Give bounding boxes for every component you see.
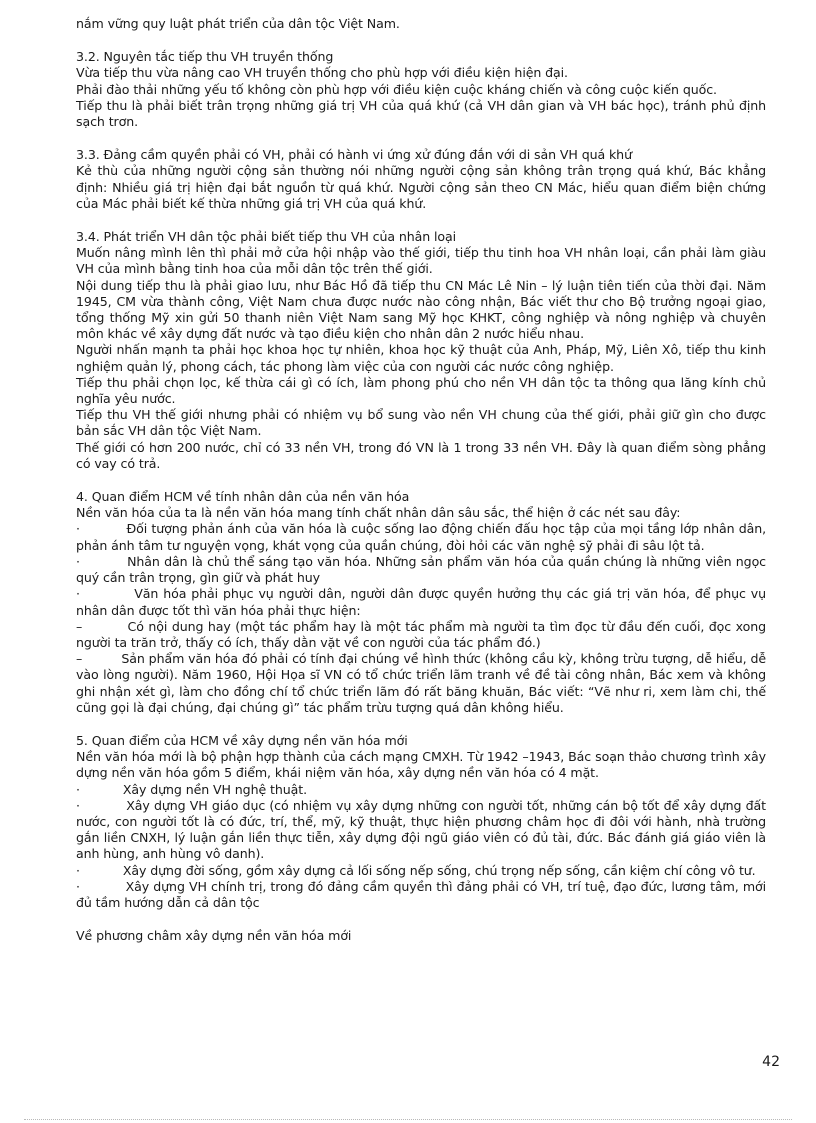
section-heading: 4. Quan điểm HCM về tính nhân dân của nền văn hóa bbox=[76, 489, 410, 505]
footer-divider bbox=[24, 1119, 792, 1120]
section-paragraph: Kẻ thù của những người cộng sản thường nói những người cộng sản không trân trọng quá khứ, Bác khẳng định: Nhiều giá trị hiện đại bắt nguồn từ quá khứ. Người cộng sản theo CN Mác, hiểu quan điểm biện chứng của Mác phải biết kế thừa những giá trị VH của quá khứ. bbox=[76, 163, 766, 211]
section-paragraph: – Có nội dung hay (một tác phẩm hay là một tác phẩm mà người ta tìm đọc từ đầu đến cuối, đọc xong người ta trăn trở, thấy có ích, thấy dằn vặt về con người của tác phẩm đó.) bbox=[76, 618, 766, 650]
section-paragraph: – Sản phẩm văn hóa đó phải có tính đại chúng về hình thức (không cầu kỳ, không trừu tượng, dễ hiểu, dễ vào lòng người). Năm 1960, Hội Họa sĩ VN có tổ chức triển lãm tranh về đề tài công nhân, Bác xem và không ghi nhận xét gì, làm cho đồng chí tổ chức triển lãm đó rất băng khuăn, Bác viết: “Vẽ như ri, xem làm chi, thế cũng gọi là đại chúng, đại chúng gì” tác phẩm trừu tượng quá dân không hiểu. bbox=[76, 651, 766, 715]
section-paragraph: Thế giới có hơn 200 nước, chỉ có 33 nền VH, trong đó VN là 1 trong 33 nền VH. Đây là quan điểm sòng phẳng có vay có trả. bbox=[76, 439, 766, 471]
section-heading: 3.2. Nguyên tắc tiếp thu VH truyền thống bbox=[76, 49, 334, 65]
section-paragraph: Phải đào thải những yếu tố không còn phù hợp với điều kiện cuộc kháng chiến và công cuộc kiến quốc. bbox=[76, 81, 717, 97]
section-paragraph: · Đối tượng phản ánh của văn hóa là cuộc sống lao động chiến đấu học tập của mọi tầng lớp nhân dân, phản ánh tâm tư nguyện vọng, khát vọng của quần chúng, đòi hỏi các văn nghệ sỹ phải đi sâu lột tả. bbox=[76, 521, 766, 553]
section-paragraph: · Văn hóa phải phục vụ người dân, người dân được quyền hưởng thụ các giá trị văn hóa, để phục vụ nhân dân được tốt thì văn hóa phải thực hiện: bbox=[76, 586, 766, 618]
page-number: 42 bbox=[762, 1054, 780, 1070]
section-paragraph: Nội dung tiếp thu là phải giao lưu, như Bác Hồ đã tiếp thu CN Mác Lê Nin – lý luận tiên tiến của thời đại. Năm 1945, CM vừa thành công, Việt Nam chưa được nước nào công nhận, Bác viết thư cho Bộ trưởng ngoại giao, tổng thống Mỹ xin gửi 50 thanh niên Việt Nam sang Mỹ học KHKT, công nghiệp và nông nghiệp và chuyên môn khác về xây dựng đất nước và tạo điều kiện cho nhân dân 2 nước hiểu nhau. bbox=[76, 277, 766, 342]
section-5 bbox=[76, 733, 766, 911]
section-heading: 3.3. Đảng cầm quyền phải có VH, phải có hành vi ứng xử đúng đắn với di sản VH quá khứ bbox=[76, 147, 632, 163]
section-1 bbox=[76, 49, 766, 130]
section-paragraph: Người nhấn mạnh ta phải học khoa học tự nhiên, khoa học kỹ thuật của Anh, Pháp, Mỹ, Liên Xô, tiếp thu kinh nghiệm quản lý, phong cách, tác phong làm việc của con người các nước công nghiệp. bbox=[76, 342, 766, 374]
section-heading: 3.4. Phát triển VH dân tộc phải biết tiếp thu VH của nhân loại bbox=[76, 229, 457, 245]
intro-section bbox=[76, 16, 766, 32]
section-3 bbox=[76, 229, 766, 472]
section-paragraph: Vừa tiếp thu vừa nâng cao VH truyền thống cho phù hợp với điều kiện hiện đại. bbox=[76, 65, 568, 81]
section-paragraph: · Xây dựng nền VH nghệ thuật. bbox=[76, 781, 307, 797]
section-2 bbox=[76, 147, 766, 212]
section-paragraph: Tiếp thu VH thế giới nhưng phải có nhiệm vụ bổ sung vào nền VH chung của thế giới, phải giữ gìn cho được bản sắc VH dân tộc Việt Nam. bbox=[76, 407, 766, 439]
section-paragraph: Tiếp thu phải chọn lọc, kế thừa cái gì có ích, làm phong phú cho nền VH dân tộc ta thông qua lăng kính chủ nghĩa yêu nước. bbox=[76, 374, 766, 407]
section-4 bbox=[76, 489, 766, 716]
section-paragraph: Nền văn hóa của ta là nền văn hóa mang tính chất nhân dân sâu sắc, thể hiện ở các nét sau đây: bbox=[76, 505, 681, 521]
section-paragraph: Về phương châm xây dựng nền văn hóa mới bbox=[76, 928, 352, 944]
section-paragraph: Nền văn hóa mới là bộ phận hợp thành của cách mạng CMXH. Từ 1942 –1943, Bác soạn thảo chương trình xây dựng nền văn hóa gồm 5 điểm, khái niệm văn hóa, xây dựng nền văn hóa có 4 mặt. bbox=[76, 749, 766, 781]
section-paragraph: · Xây dựng VH chính trị, trong đó đảng cầm quyền thì đảng phải có VH, trí tuệ, đạo đức, lương tâm, mới đủ tầm hướng dẫn cả dân tộc bbox=[76, 878, 766, 910]
section-paragraph: Tiếp thu là phải biết trân trọng những giá trị VH của quá khứ (cả VH dân gian và VH bác học), tránh phủ định sạch trơn. bbox=[76, 97, 766, 130]
section-paragraph: Muốn nâng mình lên thì phải mở cửa hội nhập vào thế giới, tiếp thu tinh hoa VH nhân loại, cần phải làm giàu VH của mình bằng tinh hoa của mỗi dân tộc trên thế giới. bbox=[76, 245, 766, 277]
section-paragraph: · Xây dựng VH giáo dục (có nhiệm vụ xây dựng những con người tốt, những cán bộ tốt để xây dựng đất nước, con người tốt là có đức, trí, thể, mỹ, kỹ thuật, thực hiện phương châm học đi đôi với hành, nhà trường gắn liền CNXH, lý luận gắn liền thực tiễn, xây dựng đội ngũ giáo viên có đủ tài, đức. Bác đánh giá giáo viên là anh hùng, anh hùng vô danh). bbox=[76, 797, 766, 862]
section-paragraph: · Xây dựng đời sống, gồm xây dựng cả lối sống nếp sống, chú trọng nếp sống, cần kiệm chí công vô tư. bbox=[76, 862, 756, 878]
intro-line: nắm vững quy luật phát triển của dân tộc Việt Nam. bbox=[76, 16, 400, 31]
section-heading: 5. Quan điểm của HCM về xây dựng nền văn hóa mới bbox=[76, 732, 408, 748]
section-6 bbox=[76, 928, 766, 944]
section-paragraph: · Nhân dân là chủ thể sáng tạo văn hóa. Những sản phẩm văn hóa của quần chúng là những viên ngọc quý cần trân trọng, gìn giữ và phát huy bbox=[76, 553, 766, 586]
document-body bbox=[76, 16, 766, 961]
